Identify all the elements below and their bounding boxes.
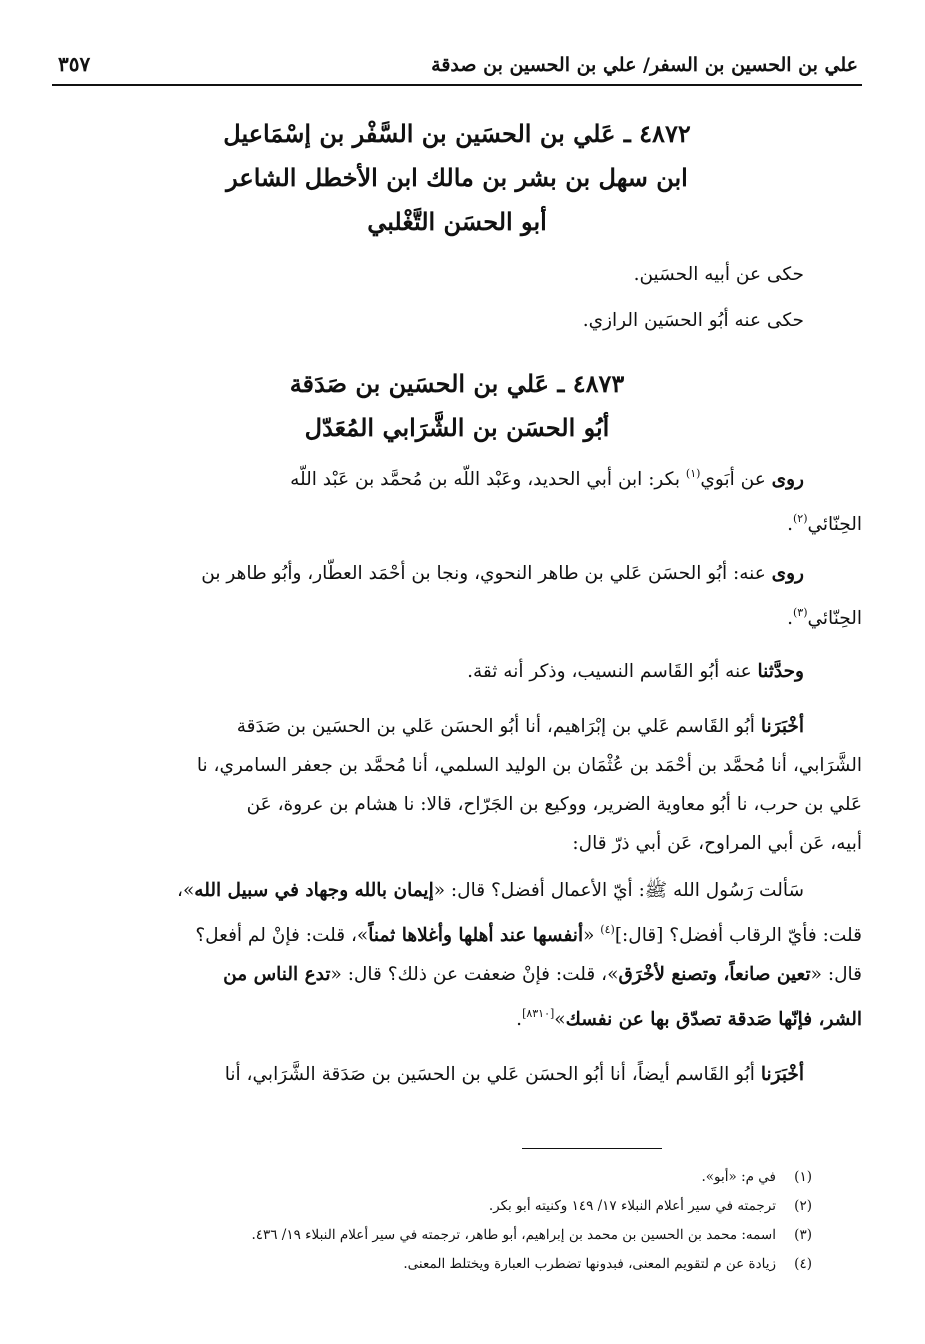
footnote-text: زيادة عن م لتقويم المعنى، فبدونها تضطرب العبارة ويختلط المعنى. — [403, 1256, 776, 1272]
text-span: بكر: ابن أبي الحديد، وعَبْد اللّه بن مُحمَّد بن عَبْد اللّه — [290, 469, 681, 490]
footnotes — [52, 1163, 862, 1279]
paragraph — [52, 454, 862, 544]
text-line — [52, 707, 862, 746]
text-span: عنه أبُو القَاسم النسيب، وذكر أنه ثقة. — [467, 661, 752, 682]
paragraph-isnad — [52, 707, 862, 863]
text-line: الشَّرَابي، أنا مُحمَّد بن أحْمَد بن عُثْمَان بن الوليد السلمي، أنا مُحمَّد بن جعفر السامري، نا — [196, 755, 862, 776]
text-line — [52, 454, 862, 499]
footnote-marker: (٣) — [792, 606, 808, 619]
text-line: أبيه، عَن أبي المراوح، عَن أبي ذرّ قال: — [572, 833, 862, 854]
text-line — [52, 652, 862, 691]
paragraph-isnad — [52, 1055, 862, 1094]
text-line — [52, 554, 862, 593]
footnote-number: (٤) — [794, 1256, 812, 1272]
entry-4873 — [52, 362, 862, 1094]
hadith-quote: تعين صانعاً، وتصنع لأخْرَق — [618, 964, 811, 985]
label-haddathana: وحدَّثنا — [757, 661, 804, 682]
paragraph — [52, 652, 862, 691]
text-span: . — [516, 1009, 523, 1030]
page-number: ٣٥٧ — [58, 52, 91, 76]
hadith-quote: الشر، فإنّها صَدقة تصدّق بها عن نفسك — [565, 1009, 862, 1030]
footnote-text: في م: «أبو». — [701, 1169, 776, 1185]
text-line: حكى عن أبيه الحسَين. — [633, 264, 804, 285]
entry-4872 — [52, 112, 862, 344]
text-span: الحِنّائي — [807, 608, 862, 629]
label-rawa: روى — [771, 469, 804, 490]
text-line — [52, 499, 862, 544]
paragraph — [52, 554, 862, 638]
text-line — [52, 955, 862, 994]
footnote-item — [52, 1221, 812, 1250]
text-span: « — [583, 925, 601, 946]
footnote-marker: (٢) — [792, 512, 808, 525]
footnote-text: اسمه: محمد بن الحسين بن محمد بن إبراهيم، أبو طاهر، ترجمته في سير أعلام النبلاء ١٩/ ٤٣٦. — [251, 1227, 776, 1243]
footnote-item — [52, 1163, 812, 1192]
label-akhbarana: أخْبَرَنا — [760, 1064, 804, 1085]
text-span: أبُو القَاسم عَلي بن إبْرَاهيم، أنا أبُو الحسَن عَلي بن الحسَين بن صَدَقة — [236, 716, 755, 737]
footnote-number: (١) — [794, 1169, 812, 1185]
entry-heading-line: ابن سهل بن بشر بن مالك ابن الأخطل الشاعر — [226, 163, 688, 192]
text-span: . — [787, 514, 793, 535]
text-span: »، — [177, 880, 195, 901]
footnote-item — [52, 1192, 812, 1221]
text-span: أبُو القَاسم أيضاً، أنا أبُو الحسَن عَلي بن الحسَين بن صَدَقة الشَّرَابي، أنا — [224, 1064, 755, 1085]
text-span: »، قلت: فإنْ ضعفت عن ذلك؟ قال: « — [330, 964, 619, 985]
label-akhbarana: أخْبَرَنا — [760, 716, 804, 737]
entry-heading-line: ٤٨٧٢ ـ عَلي بن الحسَين بن السَّفْر بن إسْمَاعيل — [223, 119, 691, 148]
text-span: »، قلت: فإنْ لم أفعل؟ — [195, 925, 369, 946]
text-line — [52, 593, 862, 638]
entry-heading-line: أبو الحسَن التَّغْلبي — [367, 207, 547, 236]
footnote-marker: (١) — [685, 467, 701, 480]
footnote-separator — [522, 1148, 662, 1149]
text-span: عن أبَوي — [700, 469, 766, 490]
label-rawa: روى — [771, 563, 804, 584]
text-line: حكى عنه أبُو الحسَين الرازي. — [582, 310, 804, 331]
running-header — [52, 40, 862, 86]
hadith-quote: أنفسها عند أهلها وأغلاها ثمناً — [368, 925, 584, 946]
footnote-item — [52, 1250, 812, 1279]
text-line: عَلي بن حرب، نا أبُو معاوية الضرير، ووكيع بن الجَرّاح، قالا: نا هشام بن عروة، عَن — [246, 794, 862, 815]
entry-heading-line: أبُو الحسَن بن الشَّرَابي المُعَدّل — [304, 413, 610, 442]
footnote-number: (٢) — [794, 1198, 812, 1214]
footnote-text: ترجمته في سير أعلام النبلاء ١٧/ ١٤٩ وكنيته أبو بكر. — [488, 1198, 776, 1214]
text-line — [52, 994, 862, 1039]
text-line — [52, 910, 862, 955]
footnote-number: (٣) — [794, 1227, 812, 1243]
text-span: قلت: فأيّ الرقاب أفضل؟ [قال:] — [614, 925, 862, 946]
text-line — [52, 1055, 862, 1094]
text-span: قال: « — [810, 964, 862, 985]
entry-heading-line: ٤٨٧٣ ـ عَلي بن الحسَين بن صَدَقة — [289, 369, 625, 398]
hadith-quote: تدع الناس من — [223, 964, 331, 985]
book-page — [52, 40, 862, 1279]
text-span: الحِنّائي — [807, 514, 862, 535]
hadith-reference: [٨٣١٠] — [522, 1007, 555, 1020]
hadith-quote: إيمان بالله وجهاد في سبيل الله — [194, 880, 434, 901]
text-span: عنه: أبُو الحسَن عَلي بن طاهر النحوي، ونجا بن أحْمَد العطّار، وأبُو طاهر بن — [201, 563, 766, 584]
footnote-marker: (٤) — [600, 923, 615, 936]
text-span: سَألت رَسُول الله ﷺ: أيّ الأعمال أفضل؟ قال: « — [433, 880, 804, 901]
text-span: » — [554, 1009, 566, 1030]
text-span: . — [787, 608, 793, 629]
text-line — [52, 871, 862, 910]
running-title: علي بن الحسين بن السفر/ علي بن الحسين بن صدقة — [431, 54, 858, 76]
paragraph-hadith — [52, 871, 862, 1039]
